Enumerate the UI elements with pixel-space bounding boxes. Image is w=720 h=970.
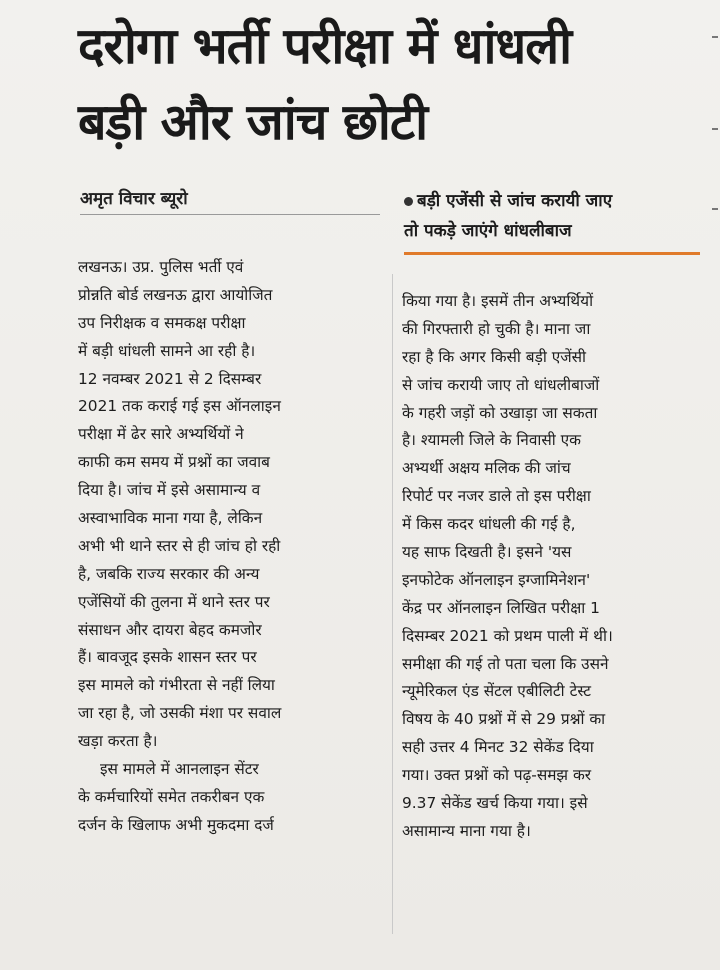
text-line: 2021 तक कराई गई इस ऑनलाइन xyxy=(78,397,281,416)
byline-rule xyxy=(80,214,380,215)
text-line: संसाधन और दायरा बेहद कमजोर xyxy=(78,620,262,639)
text-line: रिपोर्ट पर नजर डाले तो इस परीक्षा xyxy=(402,487,591,506)
text-line: एजेंसियों की तुलना में थाने स्तर पर xyxy=(78,592,270,611)
headline-line-2: बड़ी और जांच छोटी xyxy=(78,93,428,151)
text-line: लखनऊ। उप्र. पुलिस भर्ती एवं xyxy=(78,258,244,276)
text-line: 9.37 सेकेंड खर्च किया गया। इसे xyxy=(402,794,588,813)
text-line: समीक्षा की गई तो पता चला कि उसने xyxy=(402,654,609,673)
byline: अमृत विचार ब्यूरो xyxy=(80,189,188,209)
text-line: यह साफ दिखती है। इसने 'यस xyxy=(402,543,572,562)
text-line: असामान्य माना गया है। xyxy=(402,821,531,840)
text-line: में बड़ी धांधली सामने आ रही है। xyxy=(78,341,256,360)
text-line: 12 नवम्बर 2021 से 2 दिसम्बर xyxy=(78,369,262,388)
text-line: अस्वाभाविक माना गया है, लेकिन xyxy=(78,509,263,528)
pullquote-line-2: तो पकड़े जाएंगे धांधलीबाज xyxy=(404,221,572,241)
pullquote-line-1 xyxy=(404,186,704,216)
left-column xyxy=(78,254,384,840)
right-column xyxy=(402,288,706,846)
text-line: में किस कदर धांधली की गई है, xyxy=(402,515,576,534)
text-line: के गहरी जड़ों को उखाड़ा जा सकता xyxy=(402,403,598,422)
text-line: केंद्र पर ऑनलाइन लिखित परीक्षा 1 xyxy=(402,598,600,617)
text-line: अभ्यर्थी अक्षय मलिक की जांच xyxy=(402,459,571,478)
text-line: किया गया है। इसमें तीन अभ्यर्थियों xyxy=(402,292,594,310)
text-line: परीक्षा में ढेर सारे अभ्यर्थियों ने xyxy=(78,425,244,444)
edge-mark xyxy=(712,208,718,210)
headline xyxy=(78,8,708,160)
text-line: दिया है। जांच में इसे असामान्य व xyxy=(78,481,261,500)
text-line: रहा है कि अगर किसी बड़ी एजेंसी xyxy=(402,347,587,366)
edge-mark xyxy=(712,36,718,38)
text-line: इस मामले में आनलाइन सेंटर xyxy=(100,760,259,779)
pullquote-line-1-text: बड़ी एजेंसी से जांच करायी जाए xyxy=(417,191,613,211)
text-line: जा रहा है, जो उसकी मंशा पर सवाल xyxy=(78,704,282,723)
edge-mark xyxy=(712,128,718,130)
text-line: उप निरीक्षक व समकक्ष परीक्षा xyxy=(78,313,246,332)
text-line: के कर्मचारियों समेत तकरीबन एक xyxy=(78,787,265,806)
text-line: दिसम्बर 2021 को प्रथम पाली में थी। xyxy=(402,626,613,645)
text-line: काफी कम समय में प्रश्नों का जवाब xyxy=(78,453,270,472)
text-line: से जांच करायी जाए तो धांधलीबाजों xyxy=(402,375,600,394)
text-line: गया। उक्त प्रश्नों को पढ़-समझ कर xyxy=(402,766,592,785)
text-line: हैं। बावजूद इसके शासन स्तर पर xyxy=(78,648,257,667)
pullquote xyxy=(404,186,704,246)
text-line: इनफोटेक ऑनलाइन इग्जामिनेशन' xyxy=(402,570,591,589)
pullquote-rule xyxy=(404,252,700,255)
text-line: है। श्यामली जिले के निवासी एक xyxy=(402,431,581,450)
text-line: की गिरफ्तारी हो चुकी है। माना जा xyxy=(402,319,591,338)
text-line: न्यूमेरिकल एंड सेंटल एबीलिटी टेस्ट xyxy=(402,682,592,701)
text-line: प्रोन्नति बोर्ड लखनऊ द्वारा आयोजित xyxy=(78,285,273,304)
bullet-icon xyxy=(404,197,413,206)
text-line: इस मामले को गंभीरता से नहीं लिया xyxy=(78,676,275,695)
text-line: सही उत्तर 4 मिनट 32 सेकेंड दिया xyxy=(402,738,594,757)
text-line: है, जबकि राज्य सरकार की अन्य xyxy=(78,564,260,583)
text-line: खड़ा करता है। xyxy=(78,732,158,751)
text-line: विषय के 40 प्रश्नों में से 29 प्रश्नों का xyxy=(402,710,606,729)
text-line: दर्जन के खिलाफ अभी मुकदमा दर्ज xyxy=(78,815,274,834)
headline-line-1: दरोगा भर्ती परीक्षा में धांधली xyxy=(78,17,572,75)
column-divider xyxy=(392,274,393,934)
text-line: अभी भी थाने स्तर से ही जांच हो रही xyxy=(78,536,281,555)
